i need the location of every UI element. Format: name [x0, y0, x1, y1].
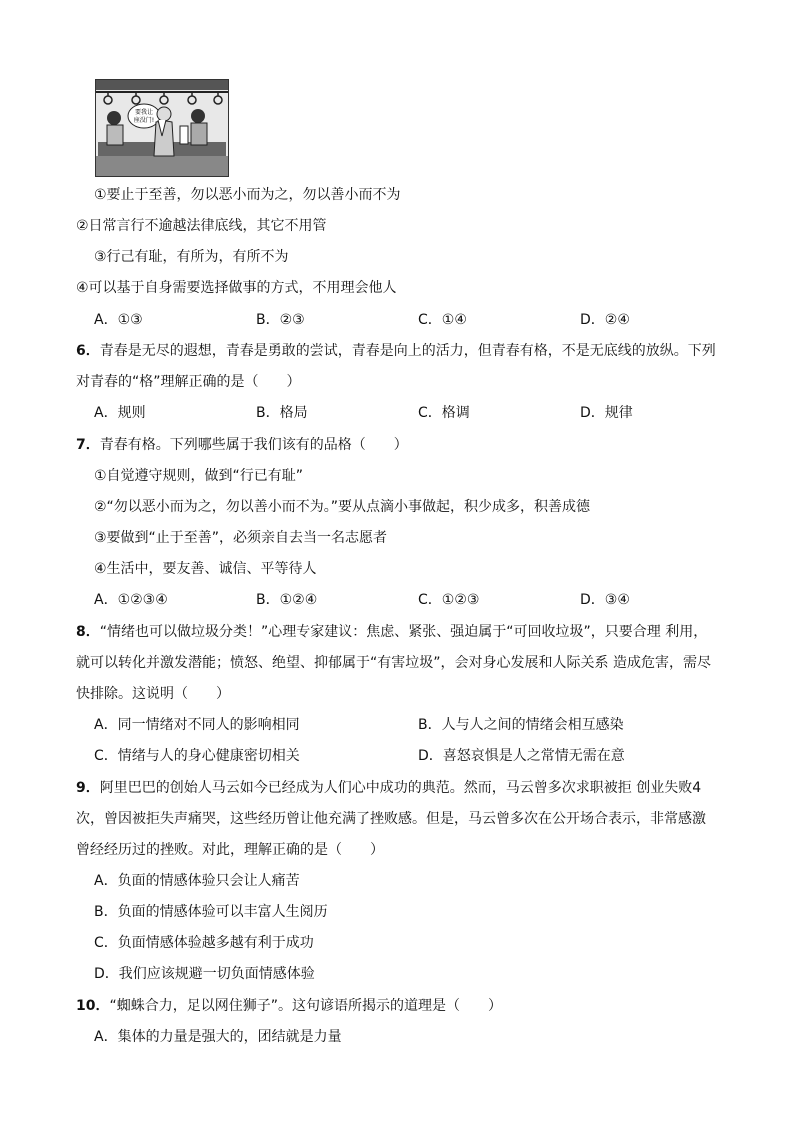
q7-option-c: C．①②③: [418, 592, 480, 608]
q9-option-b: B．负面的情感体验可以丰富人生阅历: [94, 904, 328, 920]
q6-stem-line2: 对青春的“格”理解正确的是（ ）: [76, 374, 301, 390]
q10-option-a: A．集体的力量是强大的，团结就是力量: [94, 1029, 342, 1045]
q5-option-a: A．①③: [94, 312, 143, 328]
bubble-text-line1: 要我让: [134, 109, 154, 116]
q6-stem-text-1: 青春是无尽的遐想，青春是勇敢的尝试，青春是向上的活力，但青春有格，不是无底线的放纵。下列: [99, 343, 716, 359]
q7-stem: [76, 435, 408, 455]
q7-item-2: ②“勿以恶小而为之，勿以善小而不为。”要从点滴小事做起，积少成多，积善成德: [94, 499, 591, 515]
q6-stem-line1: [76, 341, 716, 361]
q7-option-a: A．①②③④: [94, 592, 168, 608]
q7-stem-text: 青春有格。下列哪些属于我们该有的品格（ ）: [99, 437, 408, 453]
q7-item-4: ④生活中，要友善、诚信、平等待人: [94, 561, 317, 577]
q6-number: 6．: [76, 343, 100, 359]
q8-stem-line3: 快排除。这说明（ ）: [76, 686, 230, 702]
q5-item-1: ①要止于至善，勿以恶小而为之，勿以善小而不为: [94, 187, 401, 203]
q5-option-d: D．②④: [580, 312, 630, 328]
q10-number: 10．: [76, 998, 110, 1014]
q5-item-4: ④可以基于自身需要选择做事的方式，不用理会他人: [76, 280, 397, 296]
bubble-text-line2: 座没门!: [133, 117, 155, 124]
q7-item-3: ③要做到“止于至善”，必须亲自去当一名志愿者: [94, 530, 388, 546]
q9-option-d: D．我们应该规避一切负面情感体验: [94, 966, 315, 982]
q5-item-2: ②日常言行不逾越法律底线，其它不用管: [76, 218, 327, 234]
q5-option-b: B．②③: [256, 312, 305, 328]
q6-option-b: B．格局: [256, 405, 308, 421]
q9-stem-line3: 曾经经历过的挫败。对此，理解正确的是（ ）: [76, 842, 384, 858]
q9-stem-line2: 次，曾因被拒失声痛哭，这些经历曾让他充满了挫败感。但是，马云曾多次在公开场合表示，非常感激: [76, 811, 706, 827]
q6-option-c: C．格调: [418, 405, 470, 421]
q8-stem-line2: 就可以转化并激发潜能；愤怒、绝望、抑郁属于“有害垃圾”，会对身心发展和人际关系 造成危害，需尽: [76, 655, 711, 671]
q9-stem-line1: [76, 778, 701, 798]
q9-stem-text-1: 阿里巴巴的创始人马云如今已经成为人们心中成功的典范。然而，马云曾多次求职被拒 创业失败4: [99, 780, 702, 796]
q9-number: 9．: [76, 780, 100, 796]
q8-number: 8．: [76, 624, 100, 640]
q7-option-b: B．①②④: [256, 592, 318, 608]
q8-stem-text-1: “情绪也可以做垃圾分类！”心理专家建议：焦虑、紧张、强迫属于“可回收垃圾”，只要合理 利用，: [99, 624, 708, 640]
cartoon-illustration: [95, 79, 229, 177]
q6-option-d: D．规律: [580, 405, 633, 421]
q8-option-a: A．同一情绪对不同人的影响相同: [94, 717, 300, 733]
q7-item-1: ①自觉遵守规则，做到“行已有耻”: [94, 468, 304, 484]
q8-option-b: B．人与人之间的情绪会相互感染: [418, 717, 624, 733]
cartoon-drawing: [96, 80, 228, 176]
q9-option-c: C．负面情感体验越多越有利于成功: [94, 935, 314, 951]
q6-option-a: A．规则: [94, 405, 146, 421]
q8-stem-line1: [76, 622, 707, 642]
q10-stem: [76, 996, 502, 1016]
q8-option-d: D．喜怒哀惧是人之常情无需在意: [418, 748, 625, 764]
q5-item-3: ③行己有耻，有所为，有所不为: [94, 249, 289, 265]
q10-stem-text: “蜘蛛合力，足以网住狮子”。这句谚语所揭示的道理是（ ）: [109, 998, 502, 1014]
q7-number: 7．: [76, 437, 100, 453]
q7-option-d: D．③④: [580, 592, 630, 608]
q8-option-c: C．情绪与人的身心健康密切相关: [94, 748, 300, 764]
q9-option-a: A．负面的情感体验只会让人痛苦: [94, 873, 300, 889]
q5-option-c: C．①④: [418, 312, 467, 328]
